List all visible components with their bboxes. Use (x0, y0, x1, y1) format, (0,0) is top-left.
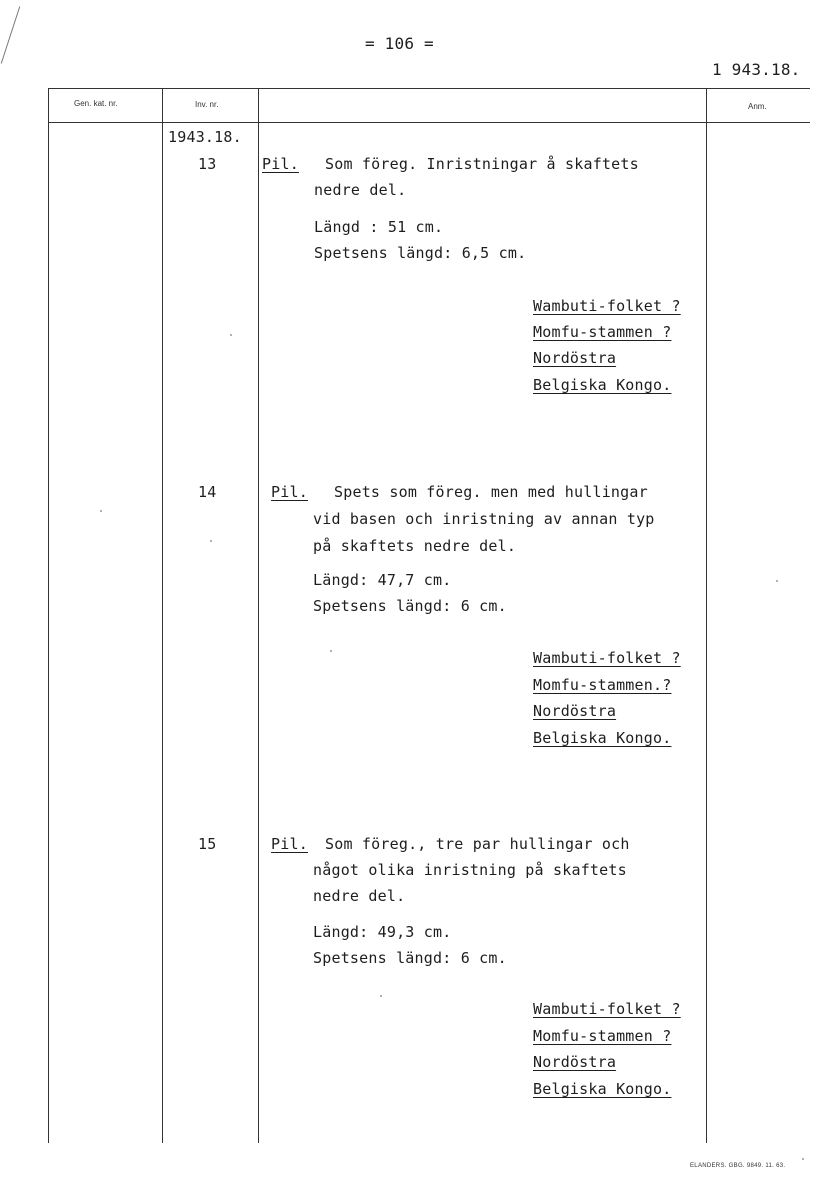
catalog-reference: 1 943.18. (712, 60, 801, 79)
entry-description-line: Spets som föreg. men med hullingar (334, 483, 648, 501)
scan-artifact-mark (1, 6, 20, 63)
scan-speck (100, 510, 102, 512)
entry-origin-line: Nordöstra (533, 349, 617, 367)
entry-number: 15 (198, 835, 217, 853)
entry-type: Pil. (262, 155, 299, 173)
entry-type: Pil. (271, 483, 308, 501)
entry-origin-line: Belgiska Kongo. (533, 729, 672, 747)
scan-speck (330, 650, 332, 652)
series-label: 1943.18. (168, 128, 242, 146)
entry-length: Längd: 49,3 cm. (313, 923, 452, 941)
scan-speck (776, 580, 778, 582)
scan-speck (380, 995, 382, 997)
entry-description-line: på skaftets nedre del. (313, 537, 517, 555)
entry-length: Längd: 47,7 cm. (313, 571, 452, 589)
entry-origin-line: Wambuti-folket ? (533, 1000, 681, 1018)
scan-speck (230, 334, 232, 336)
entry-origin-line: Wambuti-folket ? (533, 297, 681, 315)
entry-origin-line: Wambuti-folket ? (533, 649, 681, 667)
text-anm-divider (706, 88, 707, 1143)
entry-description-line: Som föreg. Inristningar å skaftets (325, 155, 639, 173)
entry-tip-length: Spetsens längd: 6 cm. (313, 597, 507, 615)
entry-tip-length: Spetsens längd: 6 cm. (313, 949, 507, 967)
scan-speck (210, 540, 212, 542)
entry-description-line: nedre del. (314, 181, 407, 199)
scan-speck (802, 1158, 804, 1160)
gen-inv-divider (162, 88, 163, 1143)
entry-type: Pil. (271, 835, 308, 853)
entry-origin-line: Belgiska Kongo. (533, 376, 672, 394)
printer-mark: ELANDERS. GBG. 9849. 11. 63. (690, 1163, 786, 1169)
page-number: = 106 = (365, 34, 434, 53)
column-header-inv: Inv. nr. (195, 100, 219, 109)
entry-origin-line: Momfu-stammen ? (533, 1027, 672, 1045)
column-header-anm: Anm. (748, 102, 767, 111)
entry-origin-line: Belgiska Kongo. (533, 1080, 672, 1098)
entry-number: 13 (198, 155, 217, 173)
entry-number: 14 (198, 483, 217, 501)
entry-origin-line: Nordöstra (533, 1053, 617, 1071)
entry-description-line: Som föreg., tre par hullingar och (325, 835, 630, 853)
entry-description-line: nedre del. (313, 887, 406, 905)
entry-origin-line: Momfu-stammen ? (533, 323, 672, 341)
entry-origin-line: Nordöstra (533, 702, 617, 720)
entry-tip-length: Spetsens längd: 6,5 cm. (314, 244, 527, 262)
entry-description-line: något olika inristning på skaftets (313, 861, 627, 879)
entry-description-line: vid basen och inristning av annan typ (313, 510, 655, 528)
left-border (48, 88, 49, 1143)
entry-length: Längd : 51 cm. (314, 218, 444, 236)
entry-origin-line: Momfu-stammen.? (533, 676, 672, 694)
column-header-gen-kat: Gen. kat. nr. (74, 99, 118, 108)
inv-text-divider (258, 88, 259, 1143)
